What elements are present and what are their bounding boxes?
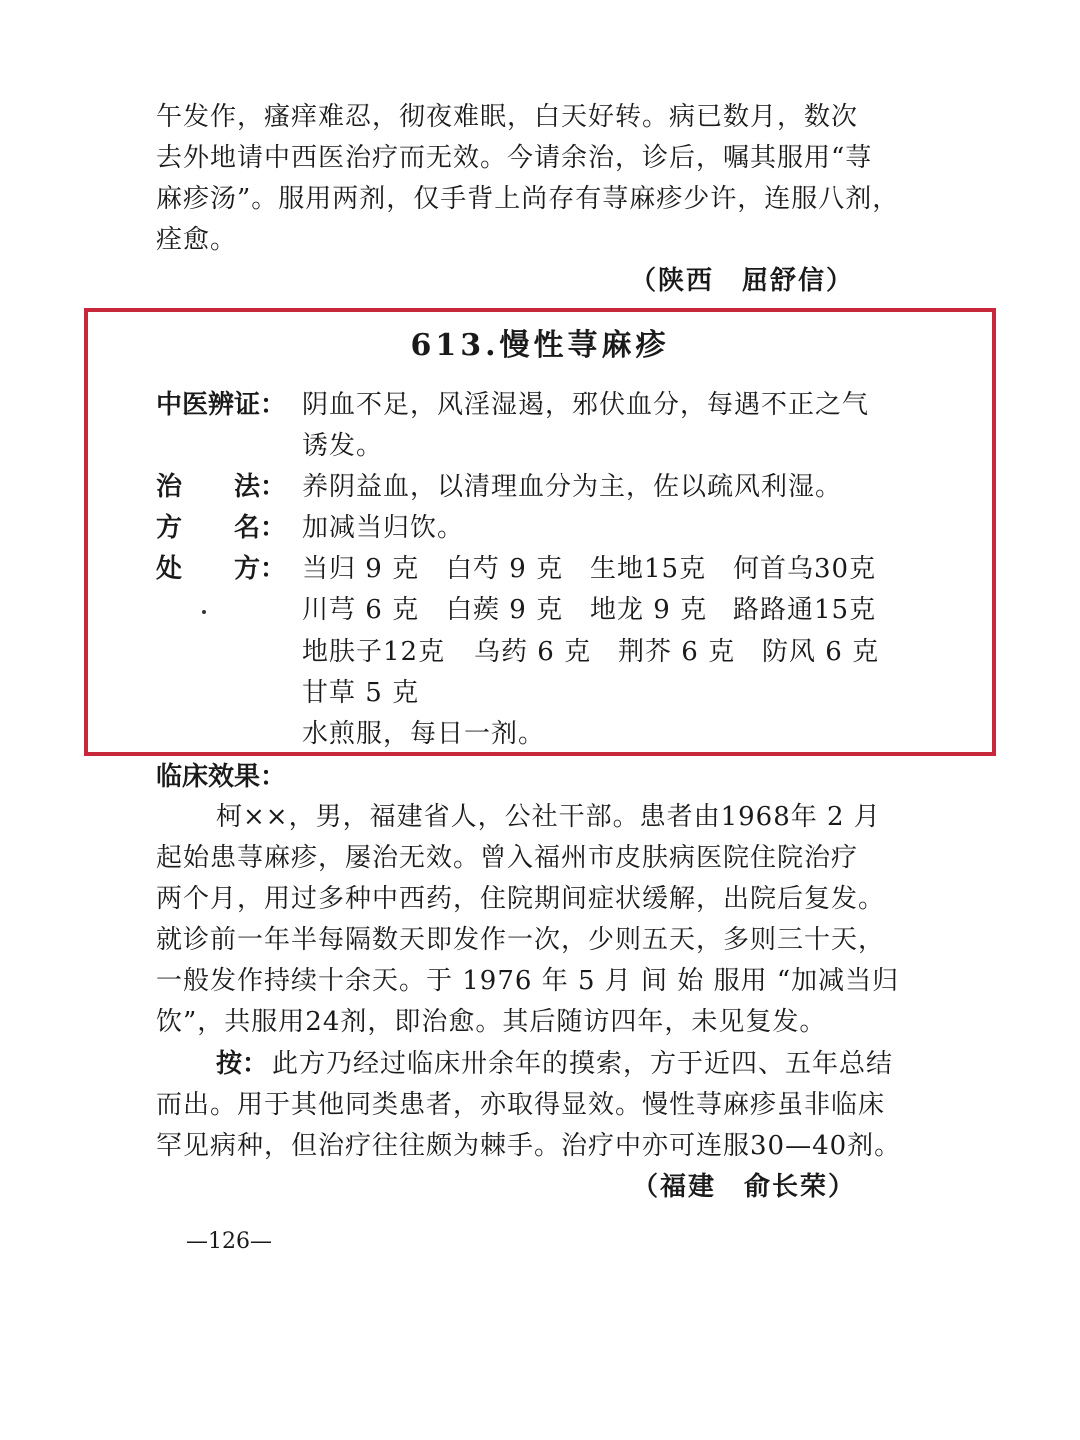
clinical-line: 柯××，男，福建省人，公社干部。患者由1968年 2 月 (216, 802, 881, 832)
intro-line: 痊愈。 (156, 225, 238, 255)
dosage-text: 水煎服，每日一剂。 (302, 719, 546, 749)
herb-item: 地肤子12克 (302, 637, 446, 667)
note-label: 按： (216, 1049, 269, 1079)
clinical-line: 就诊前一年半每隔数天即发作一次，少则五天，多则三十天， (156, 925, 886, 955)
intro-signature: （陕西 屈舒信） (630, 266, 855, 296)
clinical-heading: 临床效果： (156, 762, 287, 792)
clinical-line: 两个月，用过多种中西药，住院期间症状缓解，出院后复发。 (156, 884, 886, 914)
formula-label: 方 名： (156, 513, 287, 543)
herb-item: 白蒺 9 克 (446, 595, 564, 625)
herb-item: 乌药 6 克 (474, 637, 592, 667)
herb-item: 生地15克 (590, 554, 707, 584)
note-line: 罕见病种，但治疗往往颇为棘手。治疗中亦可连服30—40剂。 (156, 1131, 902, 1161)
intro-line: 麻疹汤”。服用两剂，仅手背上尚存有荨麻疹少许，连服八剂， (156, 184, 900, 214)
intro-line: 去外地请中西医治疗而无效。今请余治，诊后，嘱其服用“荨 (156, 143, 873, 173)
clinical-signature: （福建 俞长荣） (632, 1172, 857, 1202)
herb-item: 荆芥 6 克 (618, 637, 736, 667)
note-line: 此方乃经过临床卅余年的摸索，方于近四、五年总结 (272, 1049, 894, 1079)
entry-title: 613.慢性荨麻疹 (410, 328, 670, 363)
diagnosis-text: 阴血不足，风淫湿遏，邪伏血分，每遇不正之气 (302, 390, 870, 420)
diagnosis-text: 诱发。 (302, 431, 384, 461)
clinical-line: 起始患荨麻疹，屡治无效。曾入福州市皮肤病医院住院治疗 (156, 843, 859, 873)
clinical-line: 饮”，共服用24剂，即治愈。其后随访四年，未见复发。 (156, 1007, 827, 1037)
prescription-label: 处 方： (156, 554, 287, 584)
page-number: —126— (186, 1229, 272, 1254)
formula-text: 加减当归饮。 (302, 513, 465, 543)
herb-item: 白芍 9 克 (446, 554, 564, 584)
note-line: 而出。用于其他同类患者，亦取得显效。慢性荨麻疹虽非临床 (156, 1090, 886, 1120)
method-text: 养阴益血，以清理血分为主，佐以疏风利湿。 (302, 472, 843, 502)
herb-item: 当归 9 克 (302, 554, 420, 584)
herb-item: 甘草 5 克 (302, 678, 420, 708)
diagnosis-label: 中医辨证： (156, 390, 287, 420)
print-speck (202, 610, 206, 614)
herb-item: 川芎 6 克 (302, 595, 420, 625)
intro-line: 午发作，瘙痒难忍，彻夜难眠，白天好转。病已数月，数次 (156, 102, 859, 132)
herb-item: 地龙 9 克 (590, 595, 708, 625)
herb-item: 何首乌30克 (733, 554, 877, 584)
herb-item: 路路通15克 (733, 595, 877, 625)
method-label: 治 法： (156, 472, 287, 502)
herb-item: 防风 6 克 (762, 637, 880, 667)
clinical-line: 一般发作持续十余天。于 1976 年 5 月 间 始 服用 “加减当归 (156, 966, 900, 996)
